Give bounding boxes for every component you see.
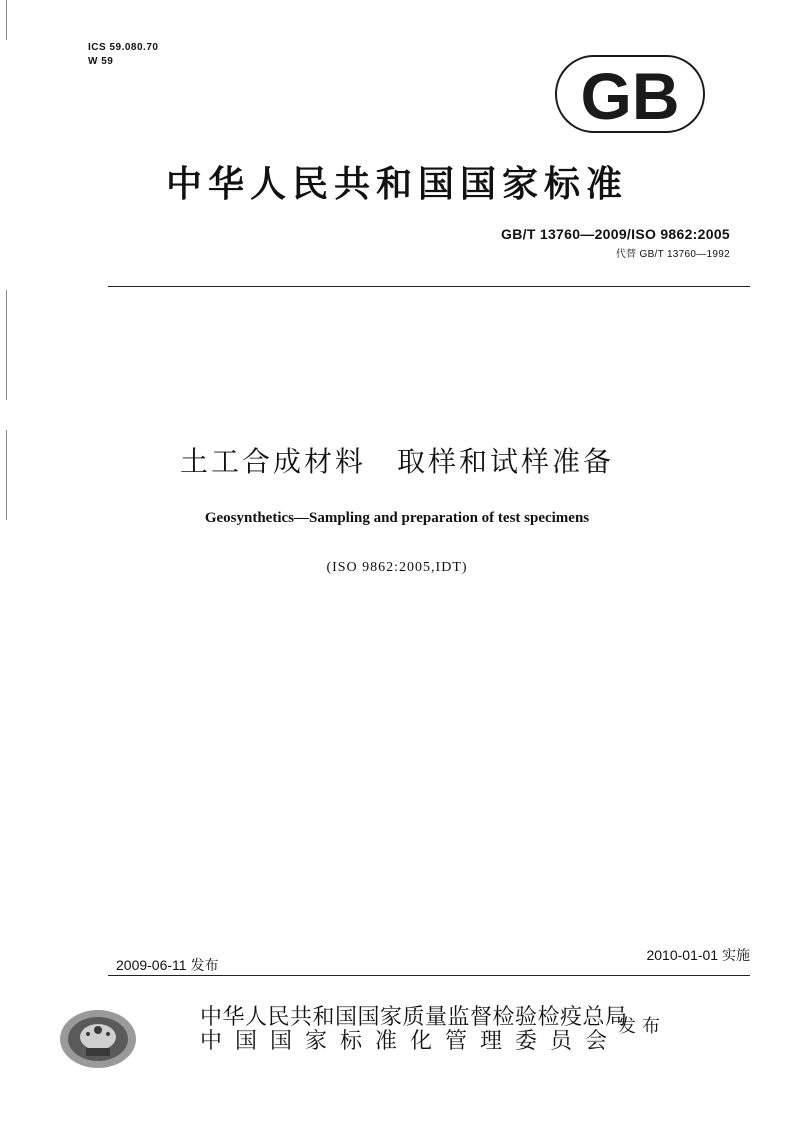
category-code: W 59 bbox=[88, 56, 114, 67]
chinese-title: 土工合成材料 取样和试样准备 bbox=[179, 445, 614, 478]
national-standard-title: 中华人民共和国国家标准 bbox=[165, 163, 628, 205]
scan-margin-line bbox=[6, 290, 7, 400]
national-emblem-seal bbox=[58, 1008, 138, 1070]
issue-label: 发布 bbox=[618, 1016, 666, 1037]
standard-number: GB/T 13760—2009/ISO 9862:2005 bbox=[501, 226, 730, 242]
issuer-line-2: 中国国家标准化管理委员会 bbox=[200, 1029, 621, 1054]
implement-date: 2010-01-01 实施 bbox=[646, 947, 750, 963]
scan-margin-line bbox=[6, 0, 7, 40]
english-title: Geosynthetics—Sampling and preparation of test specimens bbox=[204, 510, 590, 526]
top-divider bbox=[108, 286, 750, 287]
replaces-standard: 代替 GB/T 13760—1992 bbox=[615, 249, 730, 260]
publish-date: 2009-06-11 发布 bbox=[116, 957, 219, 973]
gb-logo bbox=[555, 55, 705, 133]
bottom-divider bbox=[108, 975, 750, 976]
iso-reference: (ISO 9862:2005,IDT) bbox=[326, 560, 468, 575]
issuer-line-1: 中华人民共和国国家质量监督检验检疫总局 bbox=[200, 1005, 628, 1030]
gb-logo-text: GB bbox=[580, 59, 680, 133]
ics-code: ICS 59.080.70 bbox=[88, 42, 159, 53]
